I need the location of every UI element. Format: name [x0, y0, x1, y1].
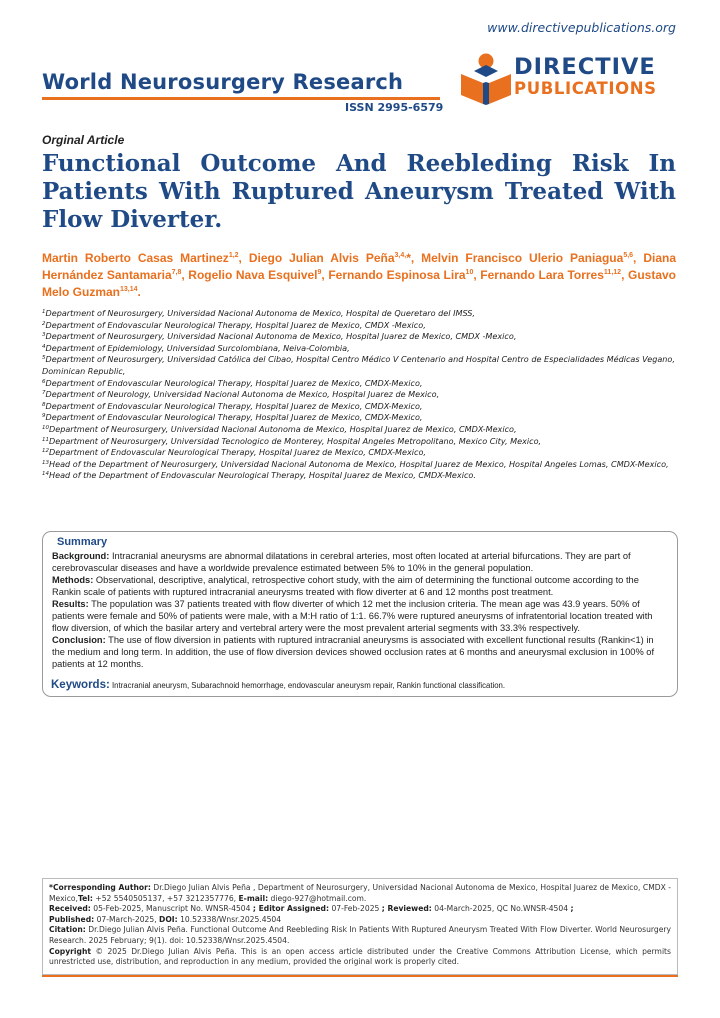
copyright-label: Copyright: [49, 946, 91, 956]
journal-title-underline: [42, 97, 440, 100]
author-name: Martin Roberto Casas Martinez: [42, 251, 229, 265]
footer-divider: [42, 975, 678, 977]
article-title: Functional Outcome And Reebleding Risk In Patients With Ruptured Aneurysm Treated With Flow Diverter.: [42, 150, 676, 233]
author-name: Diana Hernández Santamaria: [42, 251, 676, 282]
affiliation-item: [42, 320, 678, 332]
site-url-link[interactable]: www.directivepublications.org: [487, 20, 676, 35]
journal-title: World Neurosurgery Research: [42, 70, 404, 94]
affiliation-item: [42, 354, 678, 377]
affiliation-number: 10: [42, 424, 49, 431]
affiliation-number: 8: [42, 401, 46, 408]
author-name: Gustavo Melo Guzman: [42, 268, 676, 299]
results-label: Results:: [52, 599, 89, 609]
published-label: Published:: [49, 914, 95, 924]
reading-person-icon: [458, 52, 514, 106]
logo-wordmark-directive: DIRECTIVE: [514, 54, 656, 80]
affiliation-text: Department of Neurosurgery, Universidad Nacional Autonoma de Mexico, Hospital Juarez de Mexico, CMDX -Mexico,: [45, 331, 517, 342]
author-name: Fernando Lara Torres: [480, 268, 604, 282]
dates-line: [49, 904, 671, 915]
corr-label: *Corresponding Author:: [49, 883, 151, 892]
affiliation-text: Department of Endovascular Neurological Therapy, Hospital Juarez de Mexico, CMDX-Mexico,: [45, 400, 423, 411]
citation-label: Citation:: [49, 925, 86, 935]
editor-value: 07-Feb-2025: [331, 904, 380, 914]
citation-line: [49, 925, 671, 946]
doi-link[interactable]: 10.52338/Wnsr.2025.4504: [180, 914, 282, 924]
affiliation-number: 14: [42, 471, 49, 478]
background-text: Intracranial aneurysms are abnormal dilatations in cerebral arteries, most often located at arterial bifurcations. They are part of cerebrovascular diseases and have a worldwide prevalence estimated between 5% to 10% in the general population.: [52, 551, 631, 573]
affiliation-text: Department of Endovascular Neurological Therapy, Hospital Juarez de Mexico, CMDX-Mexico,: [45, 412, 423, 423]
author-affiliation-marker: 9: [317, 269, 322, 276]
author-name: Rogelio Nava Esquivel: [188, 268, 318, 282]
author-affiliation-marker: 5,6: [623, 252, 634, 259]
background-label: Background:: [52, 551, 110, 561]
affiliation-item: [42, 308, 678, 320]
author-name: Melvin Francisco Ulerio Paniagua: [421, 251, 624, 265]
author-separator: ,: [473, 268, 481, 282]
affiliation-number: 7: [42, 390, 46, 397]
author-name: Fernando Espinosa Lira: [328, 268, 466, 282]
affiliation-item: [42, 470, 678, 482]
copyright-text: © 2025 Dr.Diego Julian Alvis Peña. This is an open access article distributed under the Creative Commons Attribution License, which permits unrestricted use, distribution, and reproduction in any medium, provided the original work is properly cited.: [49, 946, 671, 967]
author-list: [42, 250, 676, 301]
citation-text: Dr.Diego Julian Alvis Peña. Functional Outcome And Reebleding Risk In Patients With Ruptured Aneurysm Treated With Flow Diverter. World Neurosurgery Research. 2025 February; 9(1). doi: 10.52338/Wnsr.2025.4504.: [49, 925, 671, 945]
affiliation-item: [42, 331, 678, 343]
affiliation-item: [42, 378, 678, 390]
summary-background: [52, 550, 664, 574]
tel-value: +52 5540505137, +57 3212357776,: [95, 893, 237, 903]
methods-text: Observational, descriptive, analytical, retrospective cohort study, with the aim of determining the functional outcome according to the Rankin scale of patients with ruptured intracranial aneurysms treated with flow diverter at 6 and 12 months post treatment.: [52, 575, 639, 597]
conclusion-label: Conclusion:: [52, 635, 106, 645]
affiliation-number: 1: [42, 309, 46, 315]
affiliation-number: 2: [42, 320, 46, 327]
affiliation-number: 6: [42, 378, 46, 385]
received-label: Received:: [49, 904, 91, 914]
affiliation-text: Department of Neurosurgery, Universidad Nacional Autonoma de Mexico, Hospital de Queretaro del IMSS,: [45, 308, 475, 318]
reviewed-end: ;: [570, 904, 574, 914]
email-link[interactable]: diego-927@hotmail.com.: [270, 893, 367, 903]
editor-label: ; Editor Assigned:: [252, 904, 330, 914]
affiliation-list: [42, 308, 678, 482]
affiliation-text: Head of the Department of Endovascular Neurological Therapy, Hospital Juarez de Mexico, CMDX-Mexico.: [49, 470, 476, 481]
affiliation-item: [42, 459, 678, 471]
affiliation-number: 13: [42, 459, 49, 466]
published-line: [49, 915, 671, 926]
affiliation-item: [42, 424, 678, 436]
affiliation-text: Department of Neurology, Universidad Nacional Autonoma de Mexico, Hospital Juarez de Mexico,: [45, 389, 440, 400]
affiliation-number: 12: [42, 448, 49, 455]
affiliation-text: Department of Neurosurgery, Universidad Católica del Cibao, Hospital Centro Médico V Centenario and Hospital Centro de Especialidades Médicas Vegano, Dominican Republic,: [42, 354, 675, 376]
author-name: Diego Julian Alvis Peña: [248, 251, 395, 265]
received-value: 05-Feb-2025, Manuscript No. WNSR-4504: [93, 904, 251, 914]
summary-methods: [52, 574, 664, 598]
affiliation-number: 3: [42, 332, 46, 339]
affiliation-item: [42, 389, 678, 401]
author-affiliation-marker: 1,2: [228, 252, 239, 259]
published-value: 07-March-2025,: [96, 914, 157, 924]
affiliation-item: [42, 401, 678, 413]
author-separator: ,: [238, 251, 249, 265]
author-affiliation-marker: 3,4,: [394, 252, 407, 259]
affiliation-text: Department of Neurosurgery, Universidad Tecnologico de Monterey, Hospital Angeles Metropolitano, Mexico City, Mexico,: [49, 435, 542, 446]
logo-wordmark-publications: PUBLICATIONS: [514, 78, 657, 98]
summary-heading: Summary: [57, 536, 108, 548]
affiliation-item: [42, 343, 678, 355]
keywords-line: [51, 679, 671, 691]
summary-conclusion: [52, 634, 664, 670]
affiliation-text: Department of Endovascular Neurological Therapy, Hospital Juarez de Mexico, CMDX-Mexico,: [49, 447, 426, 458]
correspondence-box: [42, 878, 678, 975]
affiliation-text: Head of the Department of Neurosurgery, Universidad Nacional Autonoma de Mexico, Hospital Juarez de Mexico, Hospital Angeles Lomas, CMDX-Mexico,: [49, 458, 669, 469]
affiliation-text: Department of Neurosurgery, Universidad Nacional Autonoma de Mexico, Hospital Juarez de Mexico, CMDX-Mexico,: [49, 423, 517, 434]
keywords-text: Intracranial aneurysm, Subarachnoid hemorrhage, endovascular aneurysm repair, Rankin functional classification.: [111, 681, 506, 690]
affiliation-number: 9: [42, 413, 46, 420]
author-separator: ,: [633, 251, 644, 265]
doi-label: DOI:: [159, 914, 178, 924]
summary-body: [52, 550, 664, 670]
keywords-label: Keywords:: [51, 679, 110, 691]
affiliation-item: [42, 436, 678, 448]
corr-text: Dr.Diego Julian Alvis Peña , Department of Neurosurgery, Universidad Nacional Autonoma de Mexico, Hospital Juarez de Mexico, CMDX -Mexico,: [49, 883, 671, 903]
reviewed-label: ; Reviewed:: [381, 904, 432, 914]
affiliation-text: Department of Endovascular Neurological Therapy, Hospital Juarez de Mexico, CMDX -Mexico,: [45, 319, 426, 330]
affiliation-number: 5: [42, 355, 46, 362]
issn-number: ISSN 2995-6579: [345, 101, 444, 114]
summary-results: [52, 598, 664, 634]
methods-label: Methods:: [52, 575, 94, 585]
author-separator: *,: [406, 251, 422, 265]
author-affiliation-marker: 10: [465, 269, 474, 276]
affiliation-text: Department of Endovascular Neurological Therapy, Hospital Juarez de Mexico, CMDX-Mexico,: [45, 377, 423, 388]
author-separator: ,: [621, 268, 628, 282]
author-separator: ,: [181, 268, 189, 282]
email-label: E-mail:: [238, 893, 269, 903]
publisher-logo: [458, 52, 673, 106]
author-separator: ,: [321, 268, 329, 282]
affiliation-item: [42, 447, 678, 459]
affiliation-number: 4: [42, 343, 46, 350]
author-affiliation-marker: 11,12: [603, 269, 622, 276]
affiliation-number: 11: [42, 436, 49, 443]
results-text: The population was 37 patients treated with flow diverter of which 12 met the inclusion criteria. The mean age was 43.9 years. 50% of patients were female and 50% of patients were male, with a M:H ratio of 1:1. 66.7% were ruptured aneurysms of infratentorial location treated with flow diversion, of which the basilar artery and vertebral artery were the most prevalent arterial segments with 33.3% respectively.: [52, 599, 653, 633]
affiliation-text: Department of Epidemiology, Universidad Surcolombiana, Neiva-Colombia,: [45, 342, 350, 353]
author-separator: .: [137, 285, 141, 299]
author-affiliation-marker: 13,14: [120, 286, 138, 293]
article-type: Orginal Article: [42, 133, 125, 147]
reviewed-value: 04-March-2025, QC No.WNSR-4504: [434, 904, 569, 914]
corresponding-author-line: [49, 883, 671, 904]
author-affiliation-marker: 7,8: [171, 269, 182, 276]
tel-label: Tel:: [77, 893, 93, 903]
conclusion-text: The use of flow diversion in patients with ruptured intracranial aneurysms is associated with excellent functional results (Rankin<1) in the medium and long term. In addition, the use of flow diversion devices showed occlusion rates at 6 months and aneurysmal exclusion in 100% of patients at 12 months.: [52, 635, 655, 669]
affiliation-item: [42, 412, 678, 424]
copyright-line: [49, 947, 671, 968]
